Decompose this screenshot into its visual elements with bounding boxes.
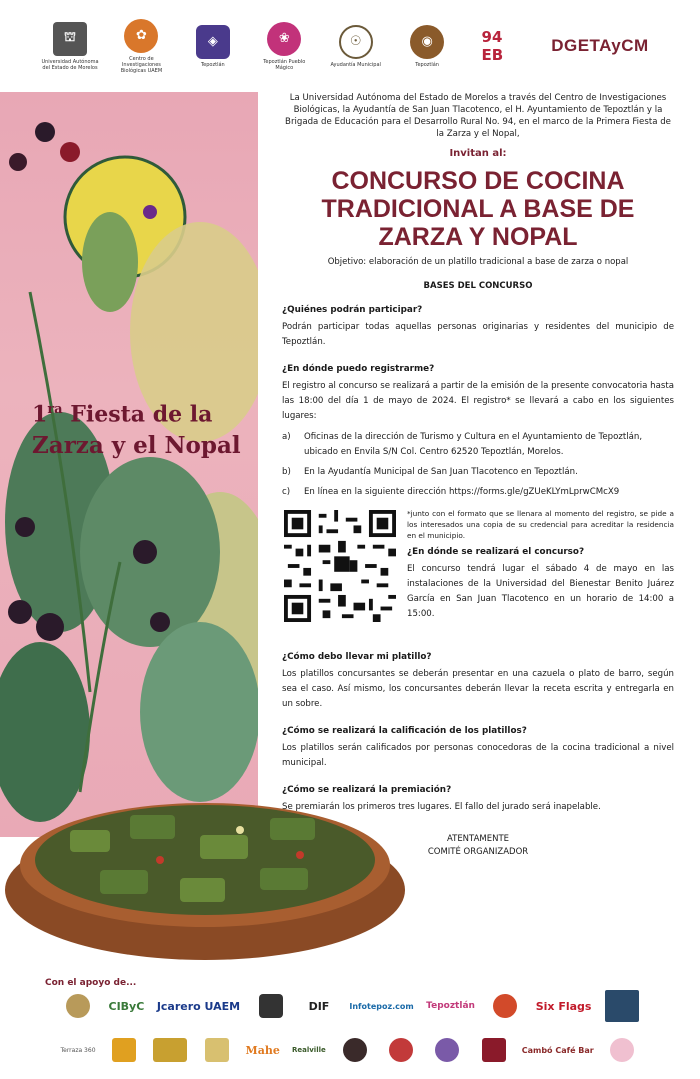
sponsor-logo xyxy=(253,990,289,1022)
brigada-94-logo xyxy=(469,29,529,63)
answer-who: Podrán participar todas aquellas personas originarias y residentes del municipio de Tepoztlán. xyxy=(282,322,674,347)
flower-icon: ✿ xyxy=(124,19,158,53)
feather-icon xyxy=(493,994,517,1018)
badge-icon xyxy=(112,1038,136,1062)
registration-note: *junto con el formato que se llenara al momento del registro, se pide a los interesados una copia de su credencial para acreditar la residencia en el municipio. xyxy=(407,509,674,540)
list-item[interactable]: c) En línea en la siguiente dirección https://forms.gle/gZUeKLYmLprwCMcX9 xyxy=(282,485,674,500)
answer-how-bring: Los platillos concursantes se deberán presentar en una cazuela o plato de barro, según sea el caso. Así mismo, los concursantes deberán llevar la receta escrita y entregarla en un sobre. xyxy=(282,669,674,709)
sponsor-logo: Terraza 360 xyxy=(60,1046,96,1054)
seal-icon: ☉ xyxy=(339,25,373,59)
bases-heading: BASES DEL CONCURSO xyxy=(423,281,533,291)
list-item: b) En la Ayudantía Municipal de San Juan Tlacotenco en Tepoztlán. xyxy=(282,467,578,477)
sponsor-logo xyxy=(476,1034,512,1066)
question-register: ¿En dónde puedo registrarme? xyxy=(282,364,435,374)
answer-register: El registro al concurso se realizará a partir de la emisión de la presente convocatoria hasta las 18:00 del día 1 de mayo de 2024. El registro* se llevará a cabo en los siguientes lugares: xyxy=(282,381,674,421)
question-how-bring: ¿Cómo debo llevar mi platillo? xyxy=(282,652,432,662)
sponsor-logo xyxy=(60,990,96,1022)
sponsor-logo xyxy=(429,1034,465,1066)
sponsor-logo: CIByC xyxy=(108,999,145,1013)
sponsor-logo xyxy=(152,1034,188,1066)
sponsor-row-1 xyxy=(60,990,640,1022)
sponsor-logo xyxy=(604,1034,640,1066)
invite-label: Invitan al: xyxy=(449,148,507,159)
glyph-icon: ◈ xyxy=(196,25,230,59)
sponsor-logo xyxy=(337,1034,373,1066)
uaem-emblem-icon: ⛫ xyxy=(53,22,87,56)
intro-text: La Universidad Autónoma del Estado de Morelos a través del Centro de Investigaciones Biológicas, la Ayudantía de San Juan Tlacotenco, el H. Ayuntamiento de Tepoztlán y la Brigada de Educación para el Desarrollo Rural No. 94, en el marco de la Primera Fiesta de la Zarza y el Nopal, xyxy=(285,93,671,139)
sponsor-logo: Tepoztlán xyxy=(426,1001,475,1011)
registration-link[interactable]: En línea en la siguiente dirección https://forms.gle/gZUeKLYmLprwCMcX9 xyxy=(304,487,620,497)
badge-icon xyxy=(610,1038,634,1062)
signature-block: ATENTAMENTE COMITÉ ORGANIZADOR xyxy=(427,834,529,857)
sponsor-logo: Mahe xyxy=(245,1043,280,1057)
header-logos xyxy=(40,14,660,78)
butterfly-icon: ❀ xyxy=(267,22,301,56)
sponsor-logo xyxy=(383,1034,419,1066)
sponsor-logo: Infotepoz.com xyxy=(349,1001,414,1011)
pueblo-magico-logo: ❀ Tepoztlán Pueblo Mágico xyxy=(254,22,314,71)
cib-logo: ✿ Centro de Investigaciones Biológicas UAEM xyxy=(111,19,171,74)
badge-icon xyxy=(482,1038,506,1062)
qr-side-text xyxy=(407,508,674,622)
badge-icon xyxy=(205,1038,229,1062)
sponsor-logo xyxy=(487,990,523,1022)
festival-title: $1^{ra}$ Fiesta de la Zarza y el Nopal xyxy=(32,401,241,460)
cactus-illustration xyxy=(0,92,258,837)
badge-icon xyxy=(343,1038,367,1062)
badge-icon xyxy=(153,1038,187,1062)
sponsor-logo: Jcarero UAEM xyxy=(156,999,241,1013)
sponsor-logo: Six Flags xyxy=(535,999,592,1013)
sponsor-logo: Realville xyxy=(291,1046,326,1054)
question-who: ¿Quiénes podrán participar? xyxy=(282,305,423,315)
sponsor-logo: DIF xyxy=(308,999,330,1013)
question-where: ¿En dónde se realizará el concurso? xyxy=(407,547,585,557)
tepoztlan-logo: ◈ Tepoztlán xyxy=(183,25,243,68)
seal-icon xyxy=(66,994,90,1018)
emblem-icon xyxy=(259,994,283,1018)
qr-section xyxy=(282,508,674,626)
badge-icon xyxy=(389,1038,413,1062)
answer-where: El concurso tendrá lugar el sábado 4 de mayo en las instalaciones de la Universidad del Bienestar Benito Juárez García en San Juan Tlacotenco en un horario de 14:00 a 15:00. xyxy=(407,564,674,619)
answer-grading: Los platillos serán calificados por personas conocedoras de la cocina tradicional a nivel municipal. xyxy=(282,743,674,768)
sponsor-logo: Cambó Café Bar xyxy=(521,1045,594,1055)
badge-icon xyxy=(435,1038,459,1062)
poster-artwork xyxy=(0,92,258,837)
photo-icon xyxy=(605,990,639,1022)
sponsor-logo xyxy=(199,1034,235,1066)
question-award: ¿Cómo se realizará la premiación? xyxy=(282,785,452,795)
sponsor-logo xyxy=(106,1034,142,1066)
qr-code[interactable] xyxy=(284,510,396,622)
dgetaycm-logo: DGETAyCM xyxy=(551,36,649,55)
list-item: a) Oficinas de la dirección de Turismo y Cultura en el Ayuntamiento de Tepoztlán, ubicado en Envila S/N Col. Centro 62520 Tepoztlán, Morelos. xyxy=(282,432,643,457)
convocatoria-content xyxy=(282,92,674,859)
answer-award: Se premiarán los primeros tres lugares. El fallo del jurado será inapelable. xyxy=(282,802,601,812)
contest-title: CONCURSO DE COCINA TRADICIONAL A BASE DE ZARZA Y NOPAL xyxy=(321,167,635,251)
registration-places xyxy=(282,430,674,500)
sponsor-row-2 xyxy=(60,1034,640,1066)
brigada-icon: 94 EB xyxy=(482,29,516,63)
uaem-logo: ⛫ Universidad Autónoma del Estado de Morelos xyxy=(40,22,100,71)
tepoztlan-seal-logo: ◉ Tepoztlán xyxy=(397,25,457,68)
seal-icon: ◉ xyxy=(410,25,444,59)
ayudantia-logo: ☉ Ayudantía Municipal xyxy=(326,25,386,68)
question-grading: ¿Cómo se realizará la calificación de los platillos? xyxy=(282,726,527,736)
support-label: Con el apoyo de... xyxy=(45,978,137,988)
sponsor-logo xyxy=(604,990,640,1022)
objective-text: Objetivo: elaboración de un platillo tradicional a base de zarza o nopal xyxy=(327,257,629,267)
